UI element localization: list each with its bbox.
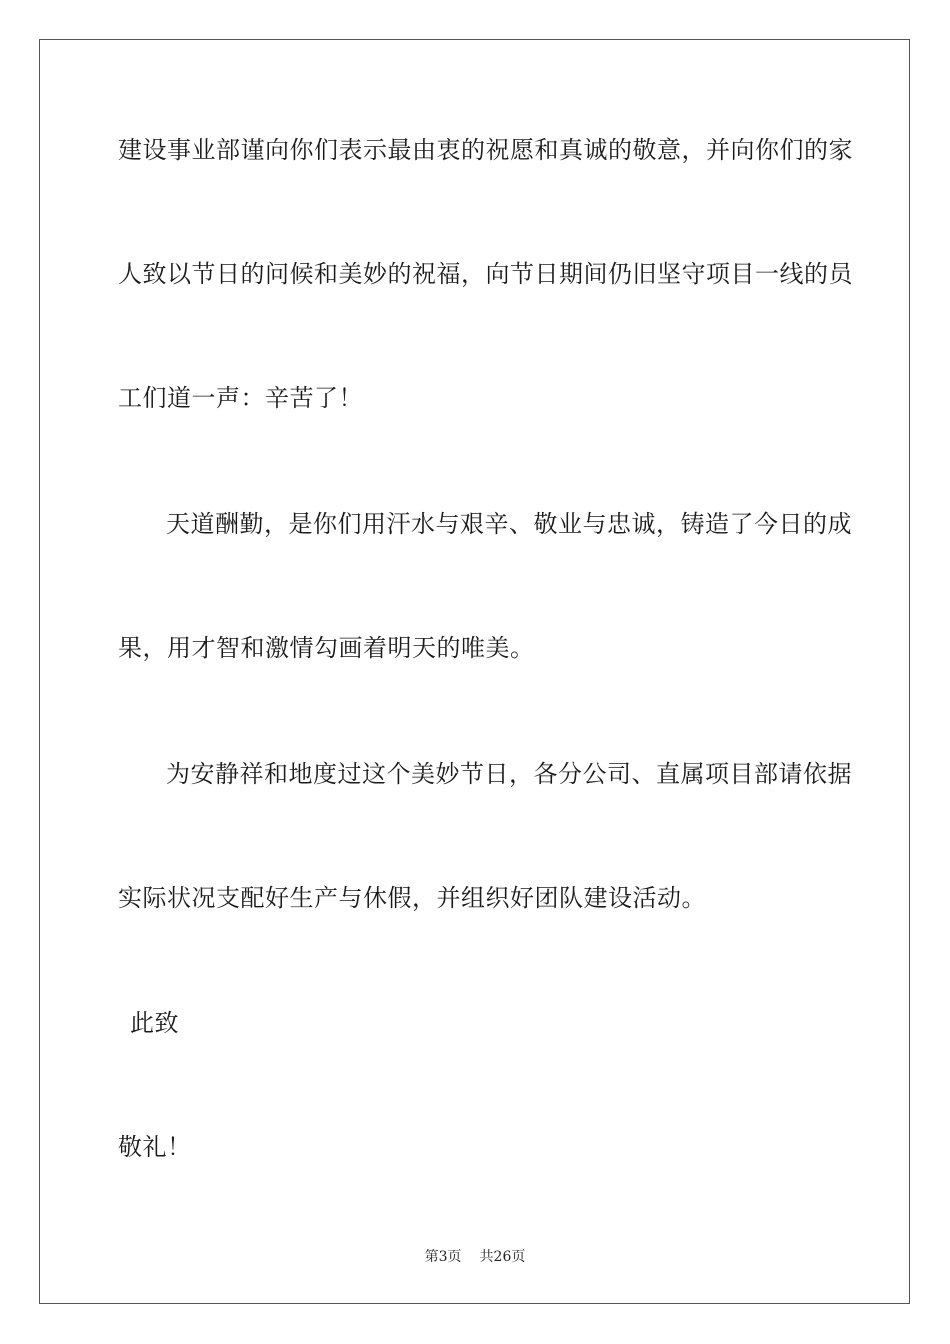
body-line: 实际状况支配好生产与休假，并组织好团队建设活动。 (118, 884, 706, 912)
page-footer (0, 1248, 950, 1266)
body-line: 为安静祥和地度过这个美妙节日，各分公司、直属项目部请依据 (166, 760, 852, 788)
salutation-text: 敬礼！ (118, 1133, 192, 1161)
body-line: 建设事业部谨向你们表示最由衷的祝愿和真诚的敬意，并向你们的家 (118, 136, 853, 164)
page-number: 第3页 (424, 1249, 462, 1265)
body-line: 天道酬勤，是你们用汗水与艰辛、敬业与忠诚，铸造了今日的成 (166, 510, 852, 538)
body-line: 工们道一声：辛苦了！ (118, 384, 363, 412)
page-total: 共26页 (479, 1249, 526, 1265)
page-frame (39, 39, 910, 1304)
body-line: 人致以节日的问候和美妙的祝福，向节日期间仍旧坚守项目一线的员 (118, 260, 853, 288)
closing-text: 此致 (130, 1009, 179, 1037)
body-line: 果，用才智和激情勾画着明天的唯美。 (118, 634, 535, 662)
